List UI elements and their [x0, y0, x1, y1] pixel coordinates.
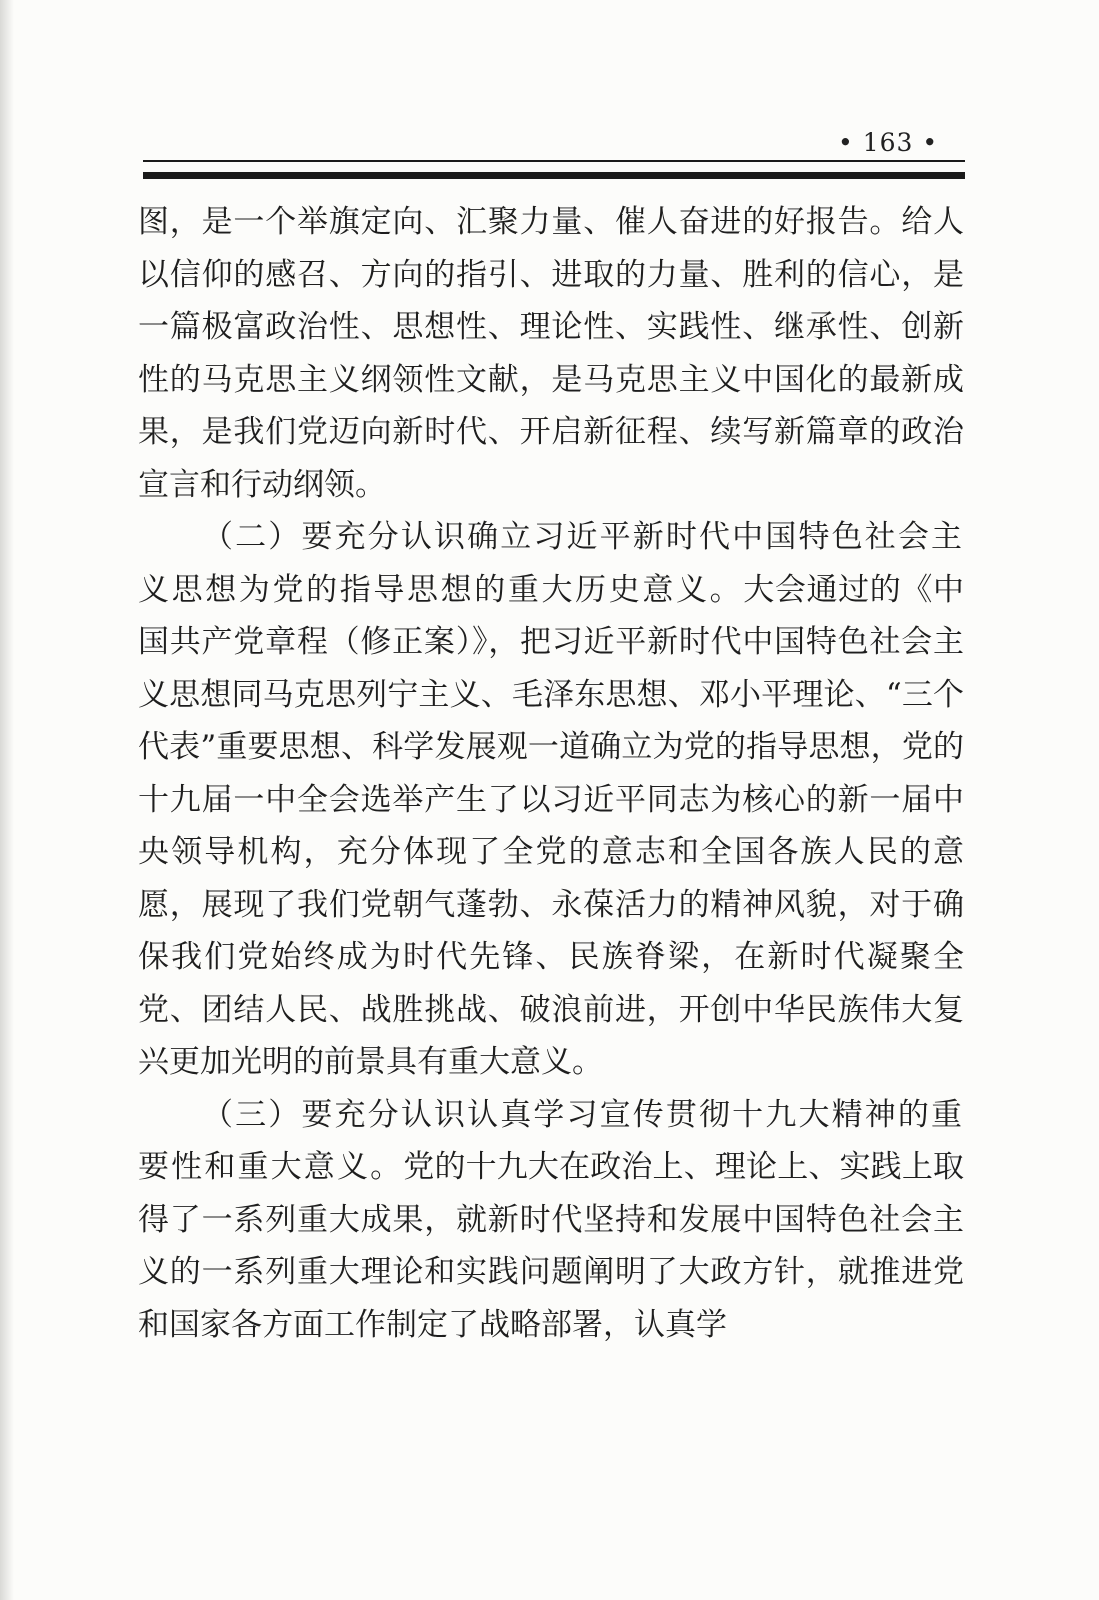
- paragraph-1: 图，是一个举旗定向、汇聚力量、催人奋进的好报告。给人以信仰的感召、方向的指引、进取的力量、胜利的信心，是一篇极富政治性、思想性、理论性、实践性、继承性、创新性的马克思主义纲领性文献，是马克思主义中国化的最新成果，是我们党迈向新时代、开启新征程、续写新篇章的政治宣言和行动纲领。: [138, 204, 964, 503]
- body-text: [138, 196, 964, 1351]
- page-edge-shadow: [0, 0, 14, 1600]
- paragraph-3: [138, 1089, 964, 1352]
- paragraph-2: [138, 511, 964, 1089]
- header-rule-thin: [143, 160, 965, 162]
- paragraph-2-heading: （二）要充分认识确立习近平新时代中国特色社会主义思想为党的指导思想的重大历史意义。: [138, 519, 964, 608]
- header-rule-thick: [143, 172, 965, 179]
- paragraph-3-body: 党的十九大在政治上、理论上、实践上取得了一系列重大成果，就新时代坚持和发展中国特色社会主义的一系列重大理论和实践问题阐明了大政方针，就推进党和国家各方面工作制定了战略部署，认真学: [138, 1149, 964, 1343]
- page-number: • 163 •: [838, 128, 939, 157]
- paragraph-2-body: 大会通过的《中国共产党章程（修正案）》，把习近平新时代中国特色社会主义思想同马克思列宁主义、毛泽东思想、邓小平理论、“三个代表”重要思想、科学发展观一道确立为党的指导思想，党的十九届一中全会选举产生了以习近平同志为核心的新一届中央领导机构，充分体现了全党的意志和全国各族人民的意愿，展现了我们党朝气蓬勃、永葆活力的精神风貌，对于确保我们党始终成为时代先锋、民族脊梁，在新时代凝聚全党、团结人民、战胜挑战、破浪前进，开创中华民族伟大复兴更加光明的前景具有重大意义。: [138, 571, 964, 1080]
- paragraph-3-heading: （三）要充分认识认真学习宣传贯彻十九大精神的重要性和重大意义。: [138, 1096, 964, 1185]
